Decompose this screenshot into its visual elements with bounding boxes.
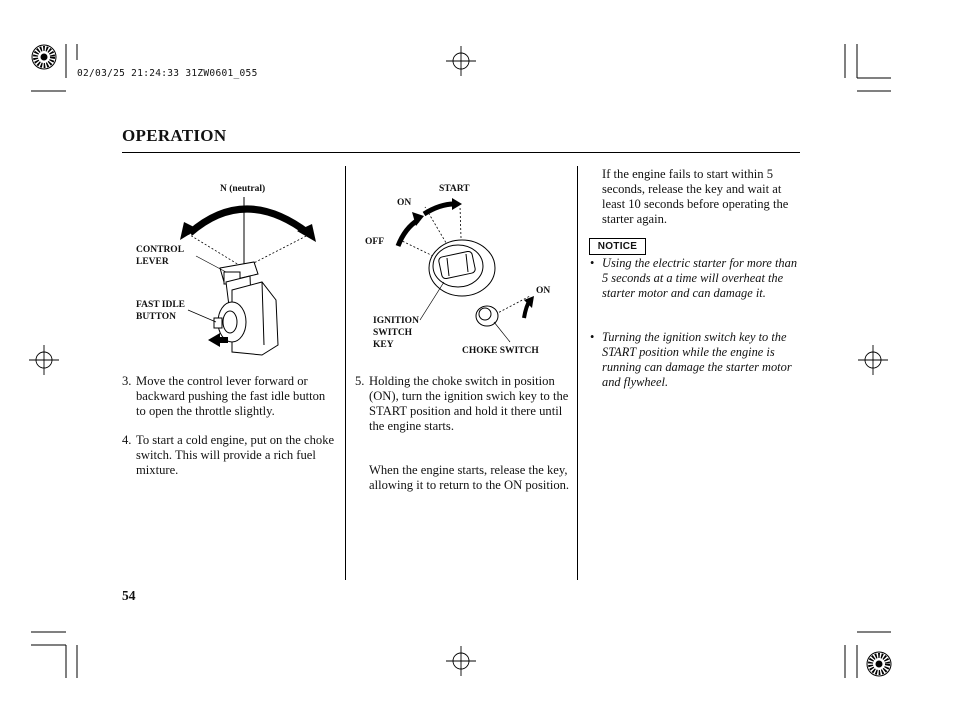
column-divider-2 xyxy=(577,166,578,580)
label-start: START xyxy=(439,184,470,194)
section-title: OPERATION xyxy=(122,126,227,145)
page-number: 54 xyxy=(122,588,136,603)
notice-badge: NOTICE xyxy=(589,238,646,255)
step-3 xyxy=(122,374,336,419)
label-choke-on: ON xyxy=(536,286,551,296)
step-5-number: 5. xyxy=(355,374,365,388)
notice-bullet-1 xyxy=(590,256,802,301)
control-lever-illustration xyxy=(130,180,342,370)
bullet-icon: • xyxy=(590,330,595,344)
label-ignition-3: KEY xyxy=(373,340,394,350)
step-3-number: 3. xyxy=(122,374,132,388)
print-timestamp: 02/03/25 21:24:33 31ZW0601_055 xyxy=(77,68,258,79)
label-ignition-1: IGNITION xyxy=(373,316,419,326)
label-control-lever-2: LEVER xyxy=(136,257,169,267)
fails-to-start-paragraph: If the engine fails to start within 5 seconds, release the key and wait at least 10 seconds before operating the starter again. xyxy=(602,167,789,226)
step-4-number: 4. xyxy=(122,433,132,447)
label-neutral: N (neutral) xyxy=(220,184,266,194)
step-5-text: Holding the choke switch in position (ON), turn the ignition swich key to the START position and hold it there until the engine starts. xyxy=(369,374,569,433)
label-control-lever-1: CONTROL xyxy=(136,245,185,255)
label-choke-switch: CHOKE SWITCH xyxy=(462,346,539,356)
step-3-text: Move the control lever forward or backward pushing the fast idle button to open the throttle slightly. xyxy=(136,374,326,418)
label-fast-idle-1: FAST IDLE xyxy=(136,300,186,310)
label-fast-idle-2: BUTTON xyxy=(136,312,176,322)
notice-bullet-2-text: Turning the ignition switch key to the START position while the engine is running can damage the starter motor and flywheel. xyxy=(602,330,792,389)
bullet-icon: • xyxy=(590,256,595,270)
label-on: ON xyxy=(397,198,412,208)
title-divider xyxy=(122,152,800,153)
notice-bullet-2 xyxy=(590,330,802,390)
step-5 xyxy=(355,374,571,434)
column-divider-1 xyxy=(345,166,346,580)
step-4 xyxy=(122,433,336,478)
label-off: OFF xyxy=(365,237,384,247)
label-ignition-2: SWITCH xyxy=(373,328,413,338)
notice-bullet-1-text: Using the electric starter for more than 5 seconds at a time will overheat the starter motor and can damage it. xyxy=(602,256,798,300)
step-4-text: To start a cold engine, put on the choke switch. This will provide a rich fuel mixture. xyxy=(136,433,335,477)
release-key-paragraph: When the engine starts, release the key, allowing it to return to the ON position. xyxy=(369,463,570,492)
